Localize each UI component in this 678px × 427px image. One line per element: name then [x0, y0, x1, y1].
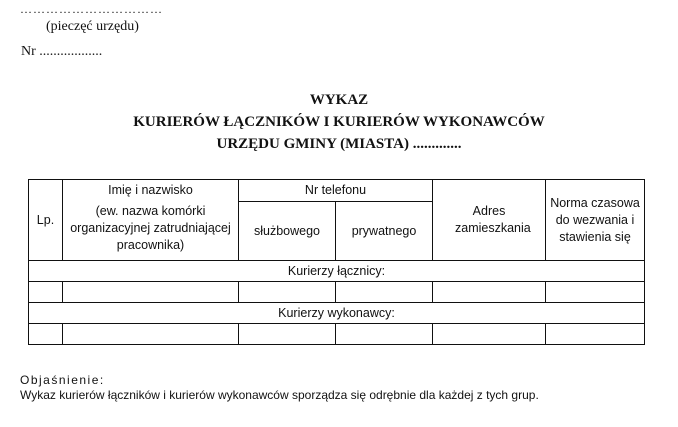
- header-lp: Lp.: [29, 180, 63, 261]
- footnote-label: Objaśnienie:: [20, 373, 105, 387]
- header-phone-work: służbowego: [239, 202, 336, 261]
- header-phone-private: prywatnego: [336, 202, 433, 261]
- header-name-subtitle: (ew. nazwa komórki organizacyjnej zatrudniającej pracownika): [70, 204, 231, 252]
- document-title: WYKAZ: [309, 92, 369, 108]
- stamp-label: (pieczęć urzędu): [46, 19, 139, 34]
- empty-cell: [546, 324, 645, 345]
- footnote-text: Wykaz kurierów łączników i kurierów wykonawców sporządza się odrębnie dla każdej z tych grup.: [20, 388, 539, 402]
- empty-cell: [63, 324, 239, 345]
- header-norm: Norma czasowa do wezwania i stawienia się: [546, 180, 645, 261]
- empty-cell: [336, 282, 433, 303]
- couriers-table: [28, 179, 645, 345]
- empty-cell: [336, 324, 433, 345]
- header-phone: Nr telefonu: [239, 180, 433, 202]
- empty-cell: [433, 324, 546, 345]
- stamp-dotted-line: ……………………………: [20, 2, 163, 16]
- table-row: [29, 324, 645, 345]
- document-subtitle-line-1: KURIERÓW ŁĄCZNIKÓW I KURIERÓW WYKONAWCÓW: [133, 114, 545, 130]
- empty-cell: [433, 282, 546, 303]
- empty-cell: [546, 282, 645, 303]
- section-liaison-label: Kurierzy łącznicy:: [29, 261, 645, 282]
- document-number-label: Nr ..................: [21, 44, 103, 59]
- header-name-title: Imię i nazwisko: [108, 183, 193, 197]
- empty-cell: [29, 282, 63, 303]
- section-row-liaison: [29, 261, 645, 282]
- table-header-row: [29, 180, 645, 202]
- document-subtitle-line-2: URZĘDU GMINY (MIASTA) .............: [216, 136, 462, 152]
- section-executive-label: Kurierzy wykonawcy:: [29, 303, 645, 324]
- section-row-executive: [29, 303, 645, 324]
- empty-cell: [239, 282, 336, 303]
- empty-cell: [63, 282, 239, 303]
- empty-cell: [29, 324, 63, 345]
- header-address: Adres zamieszkania: [433, 180, 546, 261]
- empty-cell: [239, 324, 336, 345]
- header-name: [63, 180, 239, 261]
- table-row: [29, 282, 645, 303]
